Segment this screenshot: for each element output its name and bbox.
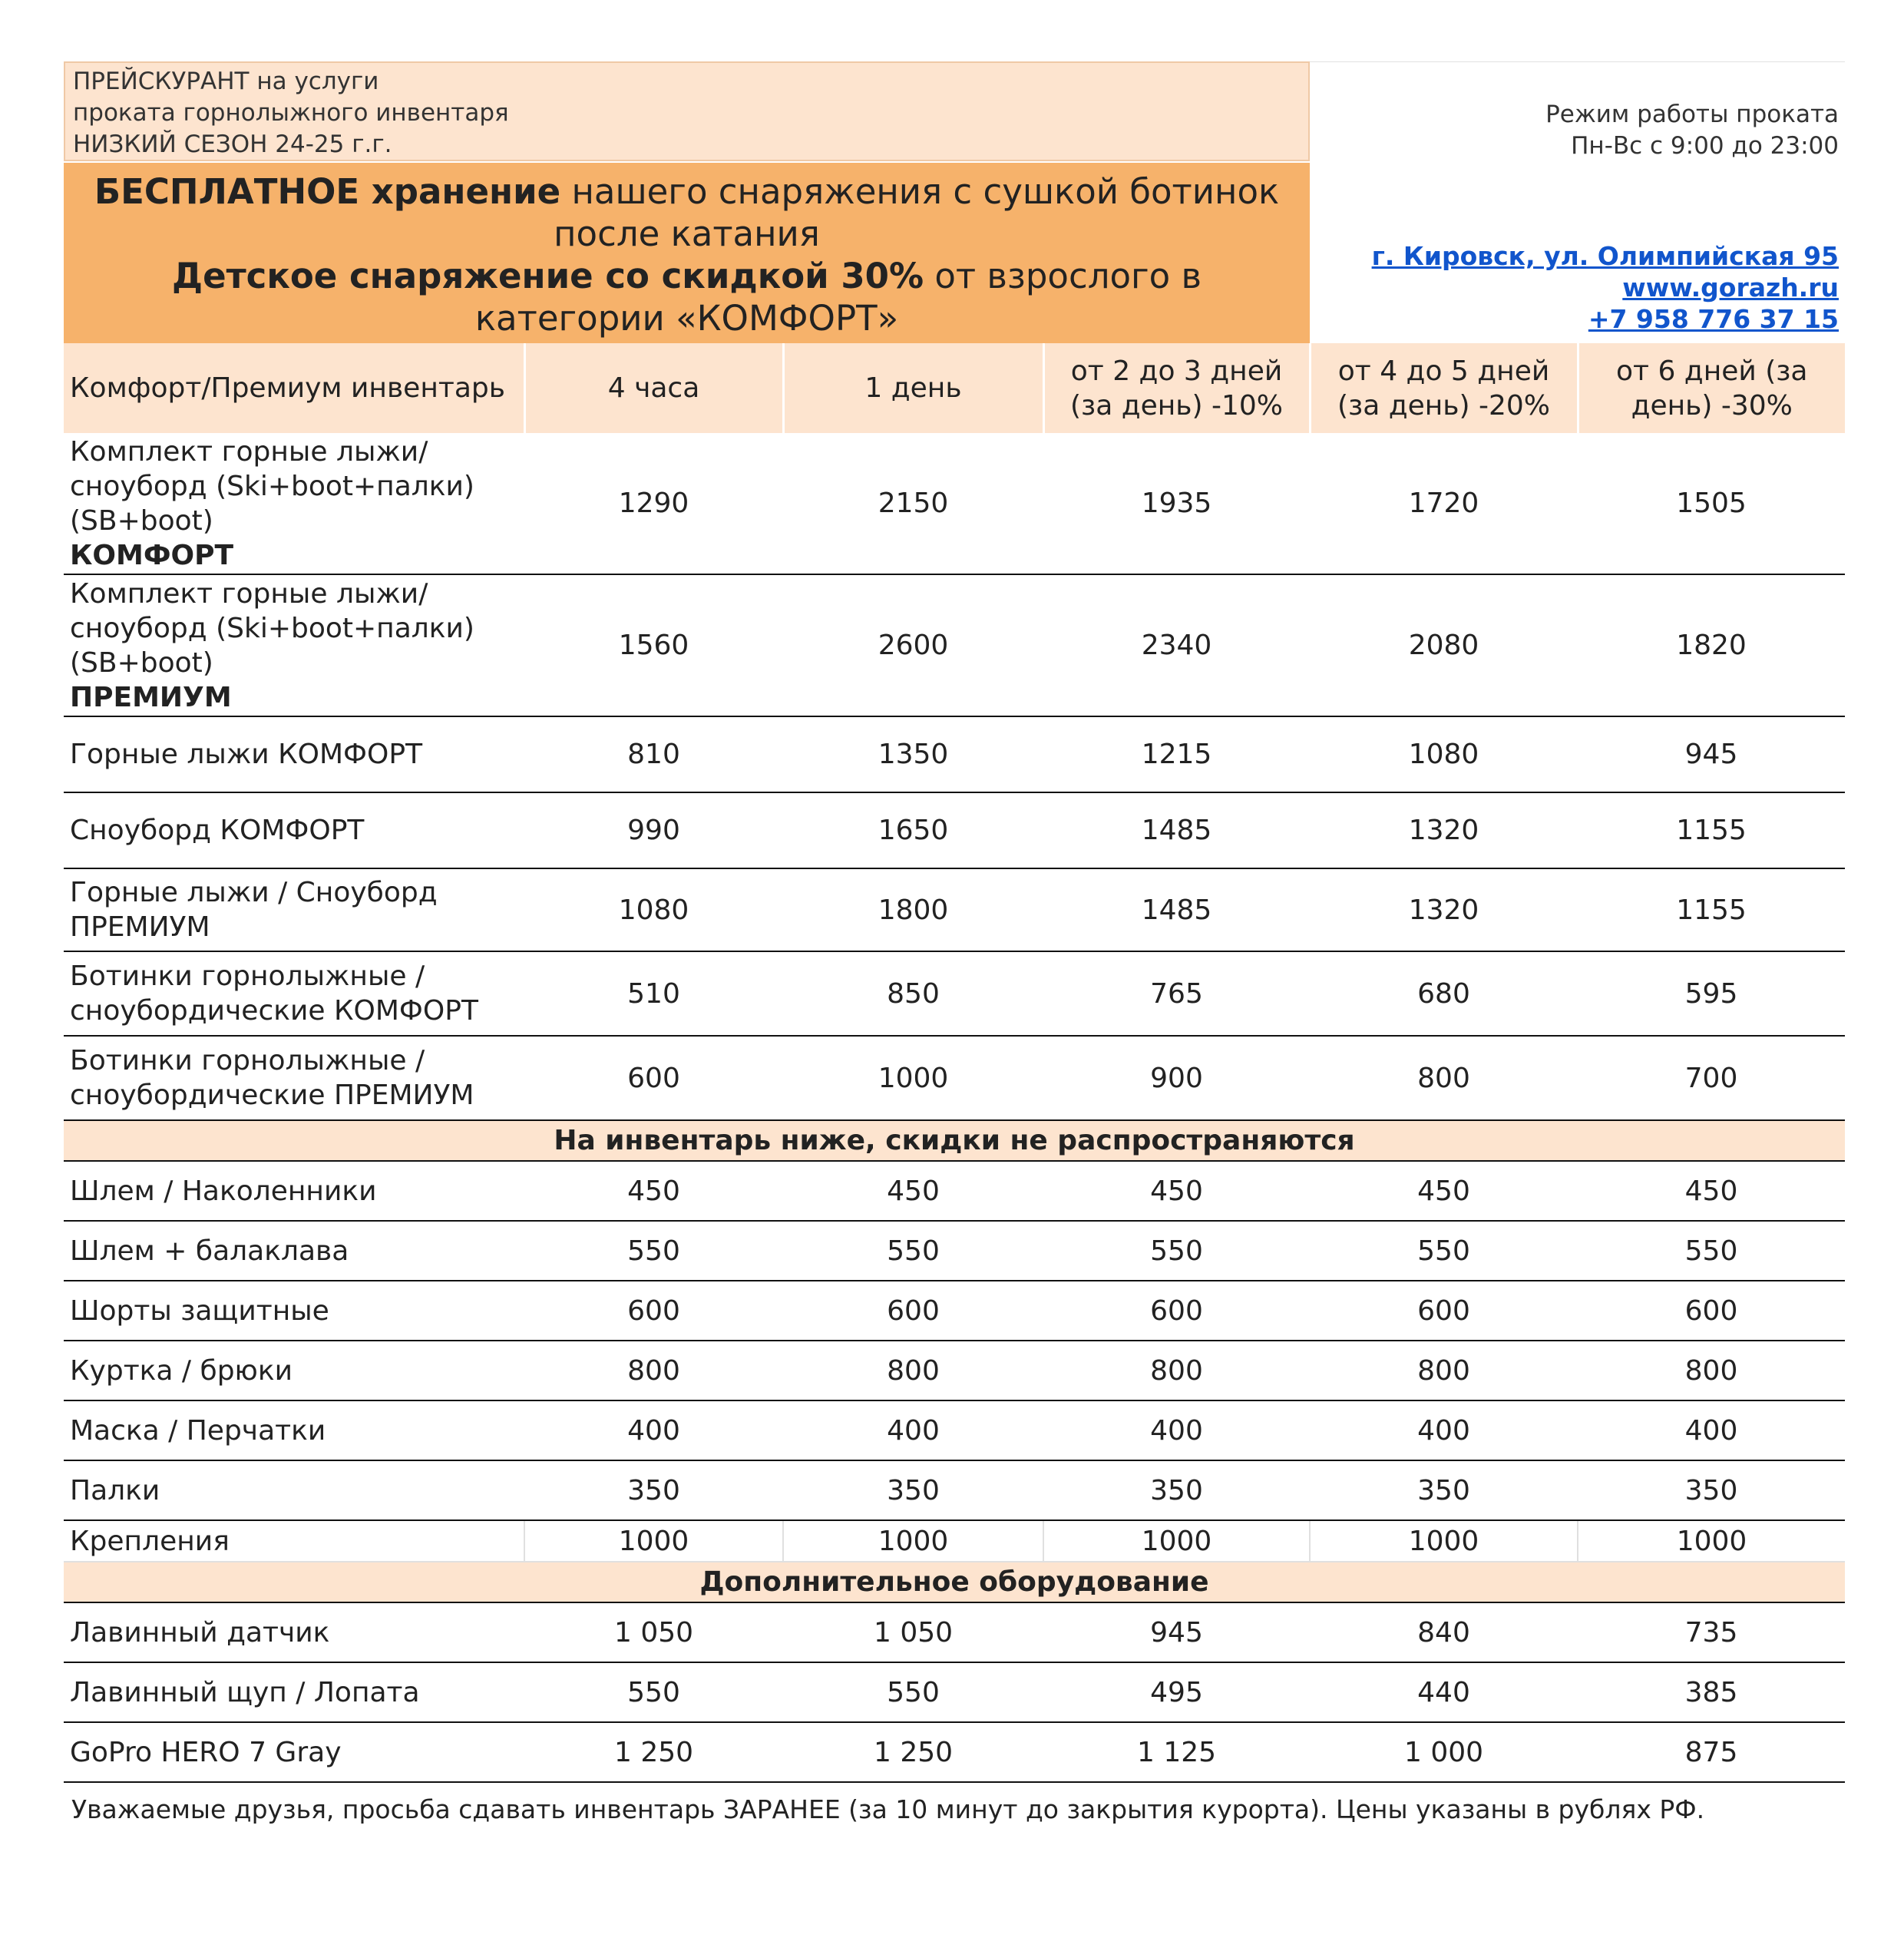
item-name: Шлем + балаклава xyxy=(70,1235,349,1267)
price-cell: 450 xyxy=(1578,1161,1845,1221)
price-cell: 1800 xyxy=(783,868,1043,951)
price-cell: 1720 xyxy=(1310,433,1578,574)
price-cell: 600 xyxy=(1310,1281,1578,1341)
column-header: от 2 до 3 дней (за день) -10% xyxy=(1043,343,1310,433)
price-cell: 350 xyxy=(1578,1460,1845,1520)
price-cell: 440 xyxy=(1310,1662,1578,1722)
price-cell: 450 xyxy=(783,1161,1043,1221)
price-cell: 800 xyxy=(783,1341,1043,1400)
price-cell: 2600 xyxy=(783,574,1043,716)
price-cell: 1000 xyxy=(1310,1520,1578,1562)
price-cell: 1935 xyxy=(1043,433,1310,574)
item-name-cell xyxy=(64,1341,524,1400)
price-cell: 1350 xyxy=(783,716,1043,792)
promo-kids xyxy=(79,255,1294,339)
price-cell: 400 xyxy=(524,1400,783,1460)
item-name-cell xyxy=(64,1662,524,1722)
promo-storage xyxy=(79,170,1294,255)
price-cell: 800 xyxy=(1043,1341,1310,1400)
price-table xyxy=(64,343,1845,1783)
footer-note: Уважаемые друзья, просьба сдавать инвентарь ЗАРАНЕЕ (за 10 минут до закрытия курорта). Цены указаны в рублях РФ. xyxy=(71,1794,1705,1824)
price-cell: 385 xyxy=(1578,1662,1845,1722)
item-name: Шлем / Наколенники xyxy=(70,1175,377,1207)
price-cell: 1000 xyxy=(783,1520,1043,1562)
promo-kids-text: от взрослого в категории «КОМФОРТ» xyxy=(474,256,1202,339)
item-name: Лавинный датчик xyxy=(70,1616,330,1648)
promo-kids-bold: Детское снаряжение со скидкой 30% xyxy=(172,256,924,296)
price-cell: 810 xyxy=(524,716,783,792)
phone-link[interactable]: +7 958 776 37 15 xyxy=(1588,304,1839,334)
price-cell: 350 xyxy=(1310,1460,1578,1520)
price-cell: 900 xyxy=(1043,1036,1310,1120)
price-cell: 1155 xyxy=(1578,792,1845,868)
price-cell: 800 xyxy=(524,1341,783,1400)
price-cell: 1215 xyxy=(1043,716,1310,792)
table-row xyxy=(64,1460,1845,1520)
price-cell: 1820 xyxy=(1578,574,1845,716)
table-row xyxy=(64,1221,1845,1281)
hours-label: Режим работы проката xyxy=(1545,101,1839,128)
section-row xyxy=(64,1120,1845,1161)
price-cell: 400 xyxy=(1310,1400,1578,1460)
price-cell: 1155 xyxy=(1578,868,1845,951)
price-cell: 600 xyxy=(1043,1281,1310,1341)
item-tier: КОМФОРТ xyxy=(70,539,234,571)
price-cell: 990 xyxy=(524,792,783,868)
section-title: Дополнительное оборудование xyxy=(64,1562,1845,1602)
table-row xyxy=(64,1341,1845,1400)
price-cell: 1485 xyxy=(1043,792,1310,868)
price-cell: 875 xyxy=(1578,1722,1845,1782)
price-cell: 350 xyxy=(524,1460,783,1520)
price-cell: 595 xyxy=(1578,951,1845,1036)
item-name-cell xyxy=(64,1400,524,1460)
item-name-cell xyxy=(64,574,524,716)
price-cell: 1650 xyxy=(783,792,1043,868)
column-header: 1 день xyxy=(783,343,1043,433)
price-cell: 550 xyxy=(524,1221,783,1281)
item-name-cell xyxy=(64,1460,524,1520)
item-name: Палки xyxy=(70,1474,160,1506)
item-name-cell xyxy=(64,433,524,574)
table-row xyxy=(64,951,1845,1036)
item-name-cell xyxy=(64,868,524,951)
price-cell: 510 xyxy=(524,951,783,1036)
price-cell: 550 xyxy=(783,1662,1043,1722)
item-tier: ПРЕМИУМ xyxy=(70,681,232,713)
table-row xyxy=(64,868,1845,951)
address-link[interactable]: г. Кировск, ул. Олимпийская 95 xyxy=(1371,241,1839,271)
item-name-cell xyxy=(64,1602,524,1662)
title-line: проката горнолыжного инвентаря xyxy=(73,99,509,127)
price-cell: 840 xyxy=(1310,1602,1578,1662)
item-name-cell xyxy=(64,1036,524,1120)
promo-banner xyxy=(64,163,1310,343)
price-cell: 1000 xyxy=(524,1520,783,1562)
price-cell: 400 xyxy=(783,1400,1043,1460)
info-panel xyxy=(1310,61,1845,343)
contacts xyxy=(1372,240,1839,335)
header-block xyxy=(64,61,1845,343)
price-cell: 1320 xyxy=(1310,868,1578,951)
item-name: Горные лыжи КОМФОРТ xyxy=(70,739,423,770)
price-cell: 1290 xyxy=(524,433,783,574)
price-cell: 850 xyxy=(783,951,1043,1036)
table-row xyxy=(64,1520,1845,1562)
price-cell: 1 250 xyxy=(524,1722,783,1782)
table-row xyxy=(64,1161,1845,1221)
table-row xyxy=(64,574,1845,716)
price-cell: 1560 xyxy=(524,574,783,716)
table-row xyxy=(64,1662,1845,1722)
price-cell: 550 xyxy=(783,1221,1043,1281)
table-row xyxy=(64,1602,1845,1662)
table-row xyxy=(64,1400,1845,1460)
item-name-cell xyxy=(64,716,524,792)
table-row xyxy=(64,1281,1845,1341)
price-cell: 1 000 xyxy=(1310,1722,1578,1782)
item-name-cell xyxy=(64,792,524,868)
title-line: НИЗКИЙ СЕЗОН 24-25 г.г. xyxy=(73,131,392,158)
price-cell: 1 250 xyxy=(783,1722,1043,1782)
price-cell: 1 125 xyxy=(1043,1722,1310,1782)
price-cell: 600 xyxy=(783,1281,1043,1341)
price-cell: 735 xyxy=(1578,1602,1845,1662)
title-box xyxy=(64,61,1310,161)
price-cell: 600 xyxy=(1578,1281,1845,1341)
price-cell: 2080 xyxy=(1310,574,1578,716)
promo-storage-bold: БЕСПЛАТНОЕ хранение xyxy=(94,171,561,212)
price-cell: 945 xyxy=(1578,716,1845,792)
item-name: Крепления xyxy=(70,1525,230,1557)
price-cell: 550 xyxy=(1310,1221,1578,1281)
item-name-cell xyxy=(64,1281,524,1341)
item-name: Куртка / брюки xyxy=(70,1354,293,1387)
opening-hours xyxy=(1545,99,1839,162)
column-header: от 6 дней (за день) -30% xyxy=(1578,343,1845,433)
table-row xyxy=(64,1036,1845,1120)
item-name: GoPro HERO 7 Gray xyxy=(70,1736,342,1768)
price-cell: 550 xyxy=(1043,1221,1310,1281)
item-name: Лавинный щуп / Лопата xyxy=(70,1676,420,1708)
table-header-row xyxy=(64,343,1845,433)
item-name-cell xyxy=(64,1520,524,1562)
table-row xyxy=(64,1722,1845,1782)
item-name-cell xyxy=(64,1221,524,1281)
price-cell: 800 xyxy=(1310,1036,1578,1120)
price-cell: 1080 xyxy=(1310,716,1578,792)
price-cell: 1000 xyxy=(1043,1520,1310,1562)
price-list-sheet xyxy=(64,61,1845,1827)
section-title: На инвентарь ниже, скидки не распространяются xyxy=(64,1120,1845,1161)
price-cell: 1000 xyxy=(1578,1520,1845,1562)
price-cell: 400 xyxy=(1043,1400,1310,1460)
price-cell: 550 xyxy=(1578,1221,1845,1281)
price-cell: 495 xyxy=(1043,1662,1310,1722)
item-name: Сноуборд КОМФОРТ xyxy=(70,815,365,846)
price-cell: 700 xyxy=(1578,1036,1845,1120)
column-header: Комфорт/Премиум инвентарь xyxy=(64,343,524,433)
item-name: Комплект горные лыжи/сноуборд (Ski+boot+палки)(SB+boot) xyxy=(70,435,474,537)
website-link[interactable]: www.gorazh.ru xyxy=(1622,273,1839,303)
price-cell: 1080 xyxy=(524,868,783,951)
table-row xyxy=(64,792,1845,868)
item-name-cell xyxy=(64,1722,524,1782)
item-name: Ботинки горнолыжные / сноубордические КОМФОРТ xyxy=(70,961,478,1027)
price-cell: 1505 xyxy=(1578,433,1845,574)
price-cell: 450 xyxy=(1310,1161,1578,1221)
price-cell: 600 xyxy=(524,1281,783,1341)
price-cell: 350 xyxy=(783,1460,1043,1520)
price-cell: 600 xyxy=(524,1036,783,1120)
price-cell: 2340 xyxy=(1043,574,1310,716)
hours-value: Пн-Вс с 9:00 до 23:00 xyxy=(1571,132,1839,160)
price-cell: 450 xyxy=(1043,1161,1310,1221)
price-cell: 450 xyxy=(524,1161,783,1221)
price-cell: 1 050 xyxy=(524,1602,783,1662)
title-line: ПРЕЙСКУРАНТ на услуги xyxy=(73,68,379,95)
price-cell: 350 xyxy=(1043,1460,1310,1520)
table-row xyxy=(64,716,1845,792)
price-cell: 765 xyxy=(1043,951,1310,1036)
price-cell: 2150 xyxy=(783,433,1043,574)
price-cell: 1 050 xyxy=(783,1602,1043,1662)
price-cell: 1000 xyxy=(783,1036,1043,1120)
column-header: 4 часа xyxy=(524,343,783,433)
column-header: от 4 до 5 дней (за день) -20% xyxy=(1310,343,1578,433)
item-name: Горные лыжи / Сноуборд ПРЕМИУМ xyxy=(70,877,438,943)
price-cell: 800 xyxy=(1310,1341,1578,1400)
table-row xyxy=(64,433,1845,574)
price-cell: 1485 xyxy=(1043,868,1310,951)
price-cell: 800 xyxy=(1578,1341,1845,1400)
item-name: Маска / Перчатки xyxy=(70,1414,326,1447)
promo-storage-text: нашего снаряжения с сушкой ботинок после катания xyxy=(554,171,1280,254)
item-name-cell xyxy=(64,1161,524,1221)
price-cell: 1320 xyxy=(1310,792,1578,868)
item-name: Ботинки горнолыжные / сноубордические ПРЕМИУМ xyxy=(70,1045,474,1111)
price-cell: 680 xyxy=(1310,951,1578,1036)
section-row xyxy=(64,1562,1845,1602)
price-cell: 400 xyxy=(1578,1400,1845,1460)
price-cell: 550 xyxy=(524,1662,783,1722)
item-name: Комплект горные лыжи/сноуборд (Ski+boot+палки)(SB+boot) xyxy=(70,577,474,679)
price-cell: 945 xyxy=(1043,1602,1310,1662)
item-name: Шорты защитные xyxy=(70,1295,329,1327)
item-name-cell xyxy=(64,951,524,1036)
